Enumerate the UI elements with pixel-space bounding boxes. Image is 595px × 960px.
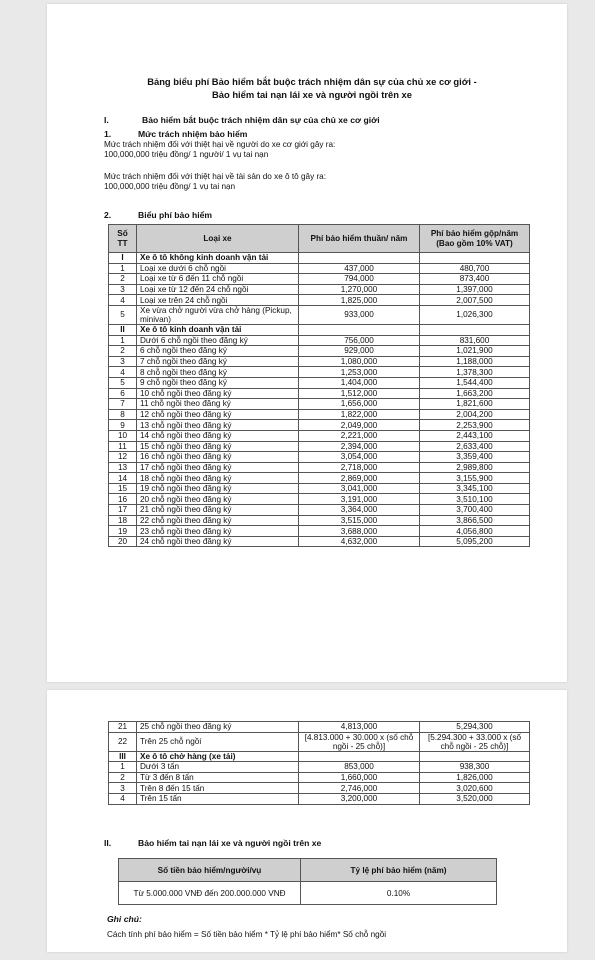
- row-number-cell: 12: [109, 452, 137, 463]
- gross-premium-cell: 1,026,300: [420, 305, 530, 324]
- gross-premium-cell: 2,004,200: [420, 409, 530, 420]
- gross-premium-cell: 1,663,200: [420, 388, 530, 399]
- header-no: Số TT: [109, 225, 137, 253]
- gross-premium-cell: 3,510,100: [420, 494, 530, 505]
- table-row: [109, 515, 530, 526]
- table-row: [109, 335, 530, 346]
- document-title: [87, 76, 537, 101]
- row-number-cell: 5: [109, 305, 137, 324]
- table-row: [109, 494, 530, 505]
- row-number-cell: 22: [109, 732, 137, 751]
- vehicle-type-cell: Xe ô tô chở hàng (xe tải): [137, 751, 299, 762]
- gross-premium-cell: 938,300: [420, 762, 530, 773]
- fee-table-part1: [108, 224, 530, 547]
- table-row: [109, 430, 530, 441]
- row-number-cell: 18: [109, 515, 137, 526]
- net-premium-cell: 1,656,000: [299, 399, 420, 410]
- gross-premium-cell: 831,600: [420, 335, 530, 346]
- vehicle-type-cell: 9 chỗ ngồi theo đăng ký: [137, 377, 299, 388]
- liability-property-text: [104, 172, 326, 192]
- net-premium-cell: [299, 253, 420, 264]
- net-premium-cell: 756,000: [299, 335, 420, 346]
- row-number-cell: III: [109, 751, 137, 762]
- fee-table-body-part2: [109, 722, 530, 805]
- vehicle-type-cell: Xe ô tô không kinh doanh vận tải: [137, 253, 299, 264]
- row-number-cell: 21: [109, 722, 137, 733]
- row-number-cell: 13: [109, 462, 137, 473]
- vehicle-type-cell: 20 chỗ ngồi theo đăng ký: [137, 494, 299, 505]
- row-number-cell: 3: [109, 783, 137, 794]
- vehicle-type-cell: 6 chỗ ngồi theo đăng ký: [137, 346, 299, 357]
- net-premium-cell: 933,000: [299, 305, 420, 324]
- ins-header-rate: Tỷ lệ phí bảo hiểm (năm): [301, 859, 497, 882]
- vehicle-type-cell: 21 chỗ ngồi theo đăng ký: [137, 505, 299, 516]
- net-premium-cell: 2,746,000: [299, 783, 420, 794]
- net-premium-cell: [4.813.000 + 30.000 x (số chỗ ngồi - 25 chỗ)]: [299, 732, 420, 751]
- row-number-cell: 4: [109, 295, 137, 306]
- table-row: [109, 526, 530, 537]
- net-premium-cell: 1,253,000: [299, 367, 420, 378]
- gross-premium-cell: [420, 324, 530, 335]
- net-premium-cell: 4,813,000: [299, 722, 420, 733]
- vehicle-type-cell: 17 chỗ ngồi theo đăng ký: [137, 462, 299, 473]
- liability-person-line2: 100,000,000 triệu đồng/ 1 người/ 1 vụ tai nạn: [104, 150, 269, 160]
- gross-premium-cell: 3,155,900: [420, 473, 530, 484]
- table-row: [109, 388, 530, 399]
- row-number-cell: 1: [109, 335, 137, 346]
- vehicle-type-cell: Loại xe từ 6 đến 11 chỗ ngồi: [137, 274, 299, 285]
- table-row: [109, 452, 530, 463]
- row-number-cell: 4: [109, 793, 137, 804]
- document-title-line2: Bảo hiểm tai nạn lái xe và người ngồi trên xe: [212, 88, 412, 100]
- vehicle-type-cell: 12 chỗ ngồi theo đăng ký: [137, 409, 299, 420]
- document-page-1: [47, 4, 567, 682]
- row-number-cell: 9: [109, 420, 137, 431]
- gross-premium-cell: 1,544,400: [420, 377, 530, 388]
- vehicle-type-cell: 8 chỗ ngồi theo đăng ký: [137, 367, 299, 378]
- row-number-cell: 16: [109, 494, 137, 505]
- fee-table-part2: [108, 721, 530, 805]
- vehicle-type-cell: 19 chỗ ngồi theo đăng ký: [137, 483, 299, 494]
- row-number-cell: 3: [109, 356, 137, 367]
- vehicle-type-cell: 13 chỗ ngồi theo đăng ký: [137, 420, 299, 431]
- vehicle-type-cell: Xe vừa chở người vừa chở hàng (Pickup, minivan): [137, 305, 299, 324]
- liability-person-text: [104, 140, 335, 160]
- subsection-2-heading: Biểu phí bảo hiểm: [138, 210, 213, 220]
- table-section-row: [109, 751, 530, 762]
- gross-premium-cell: 1,397,000: [420, 284, 530, 295]
- header-net-premium: Phí bảo hiểm thuần/ năm: [299, 225, 420, 253]
- table-row: [109, 356, 530, 367]
- table-row: [109, 762, 530, 773]
- net-premium-cell: 929,000: [299, 346, 420, 357]
- net-premium-cell: 2,221,000: [299, 430, 420, 441]
- note-text: Cách tính phí bảo hiểm = Số tiền bảo hiểm * Tỷ lệ phí bảo hiểm* Số chỗ ngồi: [107, 930, 387, 939]
- net-premium-cell: 2,718,000: [299, 462, 420, 473]
- net-premium-cell: 3,200,000: [299, 793, 420, 804]
- net-premium-cell: 1,404,000: [299, 377, 420, 388]
- table-row: [109, 284, 530, 295]
- table-row: [109, 409, 530, 420]
- section-1-heading: Bảo hiểm bắt buộc trách nhiệm dân sự của chủ xe cơ giới: [142, 115, 380, 125]
- row-number-cell: 6: [109, 388, 137, 399]
- subsection-2-number: 2.: [104, 210, 112, 220]
- row-number-cell: 8: [109, 409, 137, 420]
- vehicle-type-cell: 23 chỗ ngồi theo đăng ký: [137, 526, 299, 537]
- vehicle-type-cell: Từ 3 đến 8 tấn: [137, 772, 299, 783]
- ins-header-sum-insured: Số tiền bảo hiểm/người/vụ: [119, 859, 301, 882]
- section-2-heading: Bảo hiểm tai nạn lái xe và người ngồi trên xe: [138, 838, 322, 848]
- gross-premium-cell: 3,866,500: [420, 515, 530, 526]
- gross-premium-cell: 1,188,000: [420, 356, 530, 367]
- row-number-cell: 19: [109, 526, 137, 537]
- gross-premium-cell: 2,633,400: [420, 441, 530, 452]
- net-premium-cell: 4,632,000: [299, 536, 420, 547]
- net-premium-cell: 437,000: [299, 263, 420, 274]
- table-row: [109, 263, 530, 274]
- row-number-cell: 20: [109, 536, 137, 547]
- document-page-2: [47, 690, 567, 952]
- table-row: [109, 505, 530, 516]
- vehicle-type-cell: 25 chỗ ngồi theo đăng ký: [137, 722, 299, 733]
- table-row: [109, 274, 530, 285]
- net-premium-cell: 3,054,000: [299, 452, 420, 463]
- net-premium-cell: 1,270,000: [299, 284, 420, 295]
- table-row: [109, 346, 530, 357]
- vehicle-type-cell: Loại xe từ 12 đến 24 chỗ ngồi: [137, 284, 299, 295]
- gross-premium-cell: 3,345,100: [420, 483, 530, 494]
- subsection-1-heading: Mức trách nhiệm bảo hiểm: [138, 129, 248, 139]
- liability-person-line1: Mức trách nhiệm đối với thiệt hại về người do xe cơ giới gây ra:: [104, 140, 336, 149]
- net-premium-cell: 3,041,000: [299, 483, 420, 494]
- ins-sum-insured-value: Từ 5.000.000 VNĐ đến 200.000.000 VNĐ: [119, 882, 301, 905]
- note-title: Ghi chú:: [107, 914, 142, 924]
- table-row: [109, 473, 530, 484]
- vehicle-type-cell: Dưới 6 chỗ ngồi theo đăng ký: [137, 335, 299, 346]
- table-row: [109, 441, 530, 452]
- net-premium-cell: 2,049,000: [299, 420, 420, 431]
- row-number-cell: 14: [109, 473, 137, 484]
- table-row: [109, 536, 530, 547]
- net-premium-cell: 1,660,000: [299, 772, 420, 783]
- vehicle-type-cell: 11 chỗ ngồi theo đăng ký: [137, 399, 299, 410]
- table-row: [109, 377, 530, 388]
- row-number-cell: 2: [109, 772, 137, 783]
- fee-table-header: [109, 225, 530, 253]
- fee-table-body-part1: [109, 253, 530, 547]
- row-number-cell: 2: [109, 274, 137, 285]
- row-number-cell: 5: [109, 377, 137, 388]
- liability-property-line2: 100,000,000 triệu đồng/ 1 vụ tai nạn: [104, 182, 236, 192]
- vehicle-type-cell: 7 chỗ ngồi theo đăng ký: [137, 356, 299, 367]
- vehicle-type-cell: Loại xe dưới 6 chỗ ngồi: [137, 263, 299, 274]
- table-row: [109, 295, 530, 306]
- vehicle-type-cell: Trên 8 đến 15 tấn: [137, 783, 299, 794]
- section-1-number: I.: [104, 115, 109, 125]
- row-number-cell: 2: [109, 346, 137, 357]
- accident-insurance-table: [118, 858, 497, 905]
- net-premium-cell: 1,825,000: [299, 295, 420, 306]
- net-premium-cell: 3,191,000: [299, 494, 420, 505]
- row-number-cell: 11: [109, 441, 137, 452]
- gross-premium-cell: [420, 751, 530, 762]
- net-premium-cell: 2,869,000: [299, 473, 420, 484]
- row-number-cell: 1: [109, 762, 137, 773]
- row-number-cell: 15: [109, 483, 137, 494]
- gross-premium-cell: 2,989,800: [420, 462, 530, 473]
- gross-premium-cell: [420, 253, 530, 264]
- vehicle-type-cell: 14 chỗ ngồi theo đăng ký: [137, 430, 299, 441]
- gross-premium-cell: 4,056,800: [420, 526, 530, 537]
- net-premium-cell: 3,515,000: [299, 515, 420, 526]
- row-number-cell: 3: [109, 284, 137, 295]
- gross-premium-cell: 480,700: [420, 263, 530, 274]
- net-premium-cell: 3,364,000: [299, 505, 420, 516]
- vehicle-type-cell: 16 chỗ ngồi theo đăng ký: [137, 452, 299, 463]
- table-row: [109, 399, 530, 410]
- vehicle-type-cell: Xe ô tô kinh doanh vận tải: [137, 324, 299, 335]
- gross-premium-cell: 1,378,300: [420, 367, 530, 378]
- vehicle-type-cell: 15 chỗ ngồi theo đăng ký: [137, 441, 299, 452]
- table-row: [109, 793, 530, 804]
- row-number-cell: 1: [109, 263, 137, 274]
- liability-property-line1: Mức trách nhiệm đối với thiệt hại về tài sản do xe ô tô gây ra:: [104, 172, 327, 181]
- table-row: [109, 420, 530, 431]
- gross-premium-cell: 1,021,900: [420, 346, 530, 357]
- gross-premium-cell: 5,294,300: [420, 722, 530, 733]
- table-row: [109, 772, 530, 783]
- gross-premium-cell: 3,020,600: [420, 783, 530, 794]
- gross-premium-cell: 5,095,200: [420, 536, 530, 547]
- gross-premium-cell: 1,826,000: [420, 772, 530, 783]
- vehicle-type-cell: Trên 25 chỗ ngồi: [137, 732, 299, 751]
- table-row: [109, 462, 530, 473]
- gross-premium-cell: 2,443,100: [420, 430, 530, 441]
- vehicle-type-cell: 10 chỗ ngồi theo đăng ký: [137, 388, 299, 399]
- vehicle-type-cell: Dưới 3 tấn: [137, 762, 299, 773]
- net-premium-cell: [299, 324, 420, 335]
- table-row: [109, 367, 530, 378]
- table-row: [109, 722, 530, 733]
- header-vehicle-type: Loại xe: [137, 225, 299, 253]
- gross-premium-cell: 3,520,000: [420, 793, 530, 804]
- table-section-row: [109, 253, 530, 264]
- table-row: [109, 783, 530, 794]
- ins-rate-value: 0.10%: [301, 882, 497, 905]
- vehicle-type-cell: Trên 15 tấn: [137, 793, 299, 804]
- table-section-row: [109, 324, 530, 335]
- vehicle-type-cell: 24 chỗ ngồi theo đăng ký: [137, 536, 299, 547]
- net-premium-cell: 1,080,000: [299, 356, 420, 367]
- gross-premium-cell: 873,400: [420, 274, 530, 285]
- vehicle-type-cell: Loại xe trên 24 chỗ ngồi: [137, 295, 299, 306]
- row-number-cell: 10: [109, 430, 137, 441]
- gross-premium-cell: 1,821,600: [420, 399, 530, 410]
- gross-premium-cell: 2,253,900: [420, 420, 530, 431]
- gross-premium-cell: [5.294.300 + 33.000 x (số chỗ ngồi - 25 chỗ)]: [420, 732, 530, 751]
- net-premium-cell: [299, 751, 420, 762]
- table-row: [109, 483, 530, 494]
- row-number-cell: 7: [109, 399, 137, 410]
- vehicle-type-cell: 18 chỗ ngồi theo đăng ký: [137, 473, 299, 484]
- section-2-number: II.: [104, 838, 112, 848]
- net-premium-cell: 3,688,000: [299, 526, 420, 537]
- table-row: [109, 732, 530, 751]
- subsection-1-number: 1.: [104, 129, 112, 139]
- document-title-line1: Bảng biểu phí Bảo hiểm bắt buộc trách nhiệm dân sự của chủ xe cơ giới -: [147, 76, 477, 87]
- net-premium-cell: 794,000: [299, 274, 420, 285]
- vehicle-type-cell: 22 chỗ ngồi theo đăng ký: [137, 515, 299, 526]
- net-premium-cell: 1,822,000: [299, 409, 420, 420]
- row-number-cell: 4: [109, 367, 137, 378]
- net-premium-cell: 2,394,000: [299, 441, 420, 452]
- header-gross-premium: Phí bảo hiểm gộp/năm (Bao gồm 10% VAT): [420, 225, 530, 253]
- net-premium-cell: 1,512,000: [299, 388, 420, 399]
- row-number-cell: II: [109, 324, 137, 335]
- gross-premium-cell: 3,700,400: [420, 505, 530, 516]
- net-premium-cell: 853,000: [299, 762, 420, 773]
- row-number-cell: I: [109, 253, 137, 264]
- gross-premium-cell: 3,359,400: [420, 452, 530, 463]
- row-number-cell: 17: [109, 505, 137, 516]
- table-row: [109, 305, 530, 324]
- gross-premium-cell: 2,007,500: [420, 295, 530, 306]
